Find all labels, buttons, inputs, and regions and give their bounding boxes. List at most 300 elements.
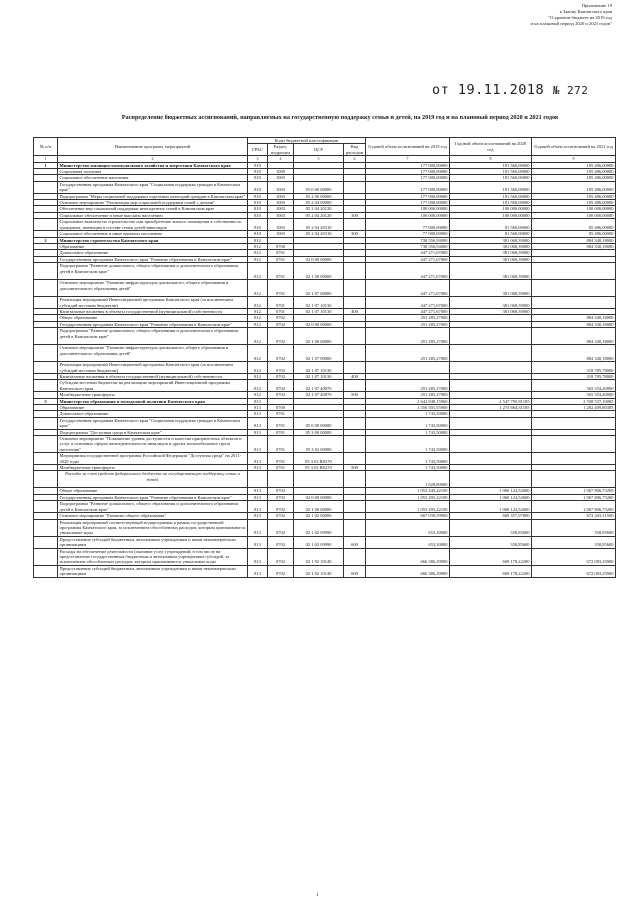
row-name: Социальное обеспечение и иные выплаты населению bbox=[58, 231, 248, 237]
row-grbs: 812 bbox=[248, 263, 268, 280]
row-2020: 381 068,39000 bbox=[450, 308, 532, 314]
row-2019: 1 053 445,22100 bbox=[366, 488, 450, 494]
row-2021: 1 067 806,75200 bbox=[532, 501, 616, 513]
row-vr bbox=[344, 345, 366, 362]
row-2021 bbox=[532, 280, 616, 297]
row-csr: 02 1 07 40070 bbox=[294, 392, 344, 398]
row-vr: 500 bbox=[344, 392, 366, 398]
table-row bbox=[34, 328, 616, 345]
row-name: Общее образование bbox=[58, 315, 248, 321]
row-2019: 738 556,94000 bbox=[366, 237, 450, 243]
header-name: Наименование программ, мероприятий bbox=[58, 138, 248, 156]
row-2019: 1 743,50000 bbox=[366, 465, 450, 471]
row-csr: 05 2 04 20120 bbox=[294, 206, 344, 212]
stamp-date: от 19.11.2018 bbox=[432, 82, 545, 98]
row-2021: 100 000,00000 bbox=[532, 206, 616, 212]
row-2020: 181 560,00000 bbox=[450, 193, 532, 199]
header-vr: Вид расходов bbox=[344, 144, 366, 156]
column-index-cell: 5 bbox=[294, 156, 344, 162]
row-vr: 500 bbox=[344, 465, 366, 471]
row-vr: 300 bbox=[344, 212, 366, 218]
row-number bbox=[34, 297, 58, 309]
row-csr bbox=[294, 471, 344, 488]
row-vr: 400 bbox=[344, 308, 366, 314]
row-section: 0700 bbox=[268, 243, 294, 249]
row-number bbox=[34, 181, 58, 193]
row-name: Дошкольное образование bbox=[58, 250, 248, 256]
row-name: Подпрограмма "Развитие дошкольного, общего образования и дополнительного образования детей в Камчатском крае" bbox=[58, 263, 248, 280]
row-grbs: 810 bbox=[248, 212, 268, 218]
row-2019: 653,30000 bbox=[366, 536, 450, 548]
row-2020: 669 178,22200 bbox=[450, 548, 532, 565]
row-grbs: 813 bbox=[248, 519, 268, 536]
row-2020: 669 357,07800 bbox=[450, 513, 532, 519]
row-2019: 447 271,67000 bbox=[366, 280, 450, 297]
table-row bbox=[34, 297, 616, 309]
row-2019: 77 000,00000 bbox=[366, 219, 450, 231]
table-row bbox=[34, 181, 616, 193]
row-2021 bbox=[532, 436, 616, 453]
row-2021: 318 785,78000 bbox=[532, 362, 616, 374]
row-name: Образование bbox=[58, 243, 248, 249]
row-section: 0701 bbox=[268, 436, 294, 453]
row-2021: 672 443,11500 bbox=[532, 513, 616, 519]
row-2020: 181 560,00000 bbox=[450, 169, 532, 175]
table-row bbox=[34, 453, 616, 465]
row-vr bbox=[344, 501, 366, 513]
table-row bbox=[34, 548, 616, 565]
annex-line: "О краевом бюджете на 2019 год bbox=[548, 15, 612, 20]
table-row bbox=[34, 263, 616, 280]
row-csr: 02 1 07 10130 bbox=[294, 362, 344, 374]
row-section: 0701 bbox=[268, 308, 294, 314]
row-2021: 884 340,18000 bbox=[532, 315, 616, 321]
row-2019: 1 743,50000 bbox=[366, 411, 450, 417]
table-row bbox=[34, 193, 616, 199]
row-2019: 1 743,50000 bbox=[366, 417, 450, 429]
row-2019: 77 000,00000 bbox=[366, 231, 450, 237]
header-codes: Коды бюджетной классификации bbox=[248, 138, 366, 144]
date-stamp bbox=[432, 82, 588, 98]
table-row bbox=[34, 436, 616, 453]
row-vr bbox=[344, 362, 366, 374]
budget-table bbox=[33, 137, 616, 578]
row-2020: 381 068,39000 bbox=[450, 297, 532, 309]
row-2019: 2 642 848,15960 bbox=[366, 398, 450, 404]
row-number bbox=[34, 362, 58, 374]
header-2021: Годовой объем ассигнований на 2021 год bbox=[532, 138, 616, 156]
row-2021: 358,85600 bbox=[532, 519, 616, 536]
row-number: 1 bbox=[34, 162, 58, 168]
row-2020: 181 560,00000 bbox=[450, 181, 532, 193]
row-name: Предоставление субсидий бюджетным, автономным учреждениям и иным некоммерческим организациям bbox=[58, 565, 248, 577]
row-vr: 300 bbox=[344, 231, 366, 237]
row-grbs: 812 bbox=[248, 392, 268, 398]
row-2020: 381 068,39000 bbox=[450, 263, 532, 280]
row-grbs: 810 bbox=[248, 181, 268, 193]
row-2021: 185 486,00000 bbox=[532, 181, 616, 193]
row-2020 bbox=[450, 380, 532, 392]
row-2021: 2 558 537,10085 bbox=[532, 398, 616, 404]
row-section: 0701 bbox=[268, 263, 294, 280]
row-grbs: 812 bbox=[248, 362, 268, 374]
row-name: Мероприятия государственной программы Российской Федерации "Доступная среда" на 2011-2020 годы bbox=[58, 453, 248, 465]
row-name: Подпрограмма "Меры социальной поддержки отдельных категорий граждан в Камчатском крае" bbox=[58, 193, 248, 199]
row-2019: 291 285,27000 bbox=[366, 321, 450, 327]
row-2020 bbox=[450, 453, 532, 465]
row-number bbox=[34, 417, 58, 429]
row-number bbox=[34, 263, 58, 280]
row-2019: 100 000,00000 bbox=[366, 212, 450, 218]
table-row bbox=[34, 345, 616, 362]
row-csr: 05 2 04 20120 bbox=[294, 212, 344, 218]
row-name: Основное мероприятие "Развитие общего образования" bbox=[58, 513, 248, 519]
annex-line: и на плановый период 2020 и 2021 годов" bbox=[530, 21, 612, 26]
row-section: 0701 bbox=[268, 411, 294, 417]
row-name: Министерство строительства Камчатского края bbox=[58, 237, 248, 243]
row-section: 0702 bbox=[268, 373, 294, 379]
row-name: Межбюджетные трансферты bbox=[58, 392, 248, 398]
row-2020: 381 068,39000 bbox=[450, 280, 532, 297]
row-section: 0702 bbox=[268, 501, 294, 513]
row-grbs: 813 bbox=[248, 429, 268, 435]
row-name: Социальная политика bbox=[58, 169, 248, 175]
row-name: Реализация мероприятий соответствующей подпрограммы в рамках государственной программы Камчатского края, за исключением обособленных расходов, которым присваиваются уникальные коды bbox=[58, 519, 248, 536]
row-csr: 02 1 07 10130 bbox=[294, 297, 344, 309]
row-2021: 884 340,18000 bbox=[532, 243, 616, 249]
row-grbs: 813 bbox=[248, 494, 268, 500]
row-csr: 02 0 00 00000 bbox=[294, 321, 344, 327]
row-section: 0701 bbox=[268, 256, 294, 262]
row-vr bbox=[344, 328, 366, 345]
column-index-cell: 3 bbox=[248, 156, 268, 162]
row-2021: 884 340,18000 bbox=[532, 345, 616, 362]
row-2019: 291 285,27000 bbox=[366, 345, 450, 362]
row-2020: 181 560,00000 bbox=[450, 162, 532, 168]
row-grbs: 813 bbox=[248, 436, 268, 453]
table-row bbox=[34, 380, 616, 392]
table-row bbox=[34, 565, 616, 577]
row-2020 bbox=[450, 345, 532, 362]
row-name: Основное мероприятие "Повышение уровня доступности и качества приоритетных объектов и услуг в основных сферах жизнедеятельности инвалидов и других маломобильных групп населения" bbox=[58, 436, 248, 453]
row-2020: 381 068,39000 bbox=[450, 256, 532, 262]
row-grbs: 812 bbox=[248, 321, 268, 327]
row-2021: 85 486,00000 bbox=[532, 219, 616, 231]
row-vr bbox=[344, 519, 366, 536]
row-grbs: 813 bbox=[248, 411, 268, 417]
table-row bbox=[34, 513, 616, 519]
column-index-cell: 2 bbox=[58, 156, 248, 162]
row-2021: 565 554,40000 bbox=[532, 380, 616, 392]
row-csr: 05 3 00 00000 bbox=[294, 429, 344, 435]
row-section: 1003 bbox=[268, 200, 294, 206]
table-row bbox=[34, 536, 616, 548]
row-grbs: 810 bbox=[248, 169, 268, 175]
row-2019: 177 000,00000 bbox=[366, 162, 450, 168]
row-2019: 738 556,94000 bbox=[366, 243, 450, 249]
row-2020: 381 068,39000 bbox=[450, 250, 532, 256]
row-name: Министерство жилищно-коммунального хозяйства и энергетики Камчатского края bbox=[58, 162, 248, 168]
row-section: 1003 bbox=[268, 212, 294, 218]
row-name: Реализация мероприятий Инвестиционной программы Камчатского края (за исключением субсидий местным бюджетам) bbox=[58, 297, 248, 309]
stamp-number: № 272 bbox=[552, 84, 589, 97]
row-2019: 177 000,00000 bbox=[366, 175, 450, 181]
column-index-cell: 4 bbox=[268, 156, 294, 162]
row-2019: 447 271,67000 bbox=[366, 308, 450, 314]
row-2020: 669 178,22200 bbox=[450, 565, 532, 577]
row-section: 0702 bbox=[268, 519, 294, 536]
row-grbs: 813 bbox=[248, 417, 268, 429]
row-2019: 1 743,50000 bbox=[366, 429, 450, 435]
row-2021 bbox=[532, 471, 616, 488]
row-grbs: 810 bbox=[248, 175, 268, 181]
row-csr: 02 1 00 00000 bbox=[294, 263, 344, 280]
row-number bbox=[34, 328, 58, 345]
row-2020 bbox=[450, 362, 532, 374]
row-2020: 181 560,00000 bbox=[450, 200, 532, 206]
row-2021: 358,85600 bbox=[532, 536, 616, 548]
table-row bbox=[34, 519, 616, 536]
row-number bbox=[34, 219, 58, 231]
row-2021: 884 340,18000 bbox=[532, 328, 616, 345]
row-2020 bbox=[450, 417, 532, 429]
row-csr: 02 1 07 40070 bbox=[294, 380, 344, 392]
row-number: 3 bbox=[34, 398, 58, 404]
row-section: 0702 bbox=[268, 328, 294, 345]
row-2020: 1 060 124,52600 bbox=[450, 488, 532, 494]
row-2019: 177 000,00000 bbox=[366, 200, 450, 206]
row-number bbox=[34, 548, 58, 565]
row-2019: 177 000,00000 bbox=[366, 169, 450, 175]
row-section: 0702 bbox=[268, 548, 294, 565]
row-name: Основное мероприятие "Развитие инфраструктуры дошкольного, общего образования и дополнительного образования детей" bbox=[58, 345, 248, 362]
row-name: Обеспечение мер социальной поддержки многодетных семей в Камчатском крае bbox=[58, 206, 248, 212]
row-2020 bbox=[450, 436, 532, 453]
annex-line: к Закону Камчатского края bbox=[559, 9, 612, 14]
row-2020: 1 060 124,52600 bbox=[450, 494, 532, 500]
row-name: Межбюджетные трансферты bbox=[58, 465, 248, 471]
table-row bbox=[34, 206, 616, 212]
row-section: 0702 bbox=[268, 536, 294, 548]
row-section: 1003 bbox=[268, 219, 294, 231]
row-section: 0701 bbox=[268, 280, 294, 297]
row-vr bbox=[344, 453, 366, 465]
row-grbs: 812 bbox=[248, 280, 268, 297]
header-section: Раздел, подраздел bbox=[268, 144, 294, 156]
row-2021: 318 785,78000 bbox=[532, 373, 616, 379]
table-row bbox=[34, 200, 616, 206]
row-section: 1000 bbox=[268, 169, 294, 175]
row-grbs: 812 bbox=[248, 373, 268, 379]
row-section: 1003 bbox=[268, 206, 294, 212]
row-vr: 600 bbox=[344, 565, 366, 577]
row-vr bbox=[344, 471, 366, 488]
page-number: 1 bbox=[316, 893, 319, 898]
row-number bbox=[34, 380, 58, 392]
row-name: Общее образование bbox=[58, 488, 248, 494]
row-section bbox=[268, 471, 294, 488]
row-number bbox=[34, 519, 58, 536]
row-2019: 1 053 295,22100 bbox=[366, 501, 450, 513]
row-grbs: 810 bbox=[248, 206, 268, 212]
row-name: Подпрограмма "Доступная среда в Камчатском крае" bbox=[58, 429, 248, 435]
row-2021: 185 486,00000 bbox=[532, 162, 616, 168]
row-number: 2 bbox=[34, 237, 58, 243]
row-csr: 05 3 02 R0270 bbox=[294, 453, 344, 465]
row-csr: 05 2 04 00000 bbox=[294, 200, 344, 206]
row-name: Социальные выплаты на строительство или приобретение жилого помещения в собственность гражданам, имеющим в составе семьи детей-инвалидов bbox=[58, 219, 248, 231]
row-csr: 05 0 00 00000 bbox=[294, 417, 344, 429]
row-name: Государственная программа Камчатского края "Социальная поддержка граждан в Камчатском крае" bbox=[58, 181, 248, 193]
header-grbs: ГРБС bbox=[248, 144, 268, 156]
row-2020: 358,85600 bbox=[450, 519, 532, 536]
row-2020: 81 560,00000 bbox=[450, 219, 532, 231]
row-vr bbox=[344, 417, 366, 429]
row-name: Социальные обеспечение и иные выплаты населению bbox=[58, 212, 248, 218]
row-name: Расходы за счет средств федерального бюджета на государственную поддержку семьи и детей bbox=[58, 471, 248, 488]
row-grbs bbox=[248, 471, 268, 488]
row-vr: 600 bbox=[344, 536, 366, 548]
row-csr: 02 0 00 00000 bbox=[294, 494, 344, 500]
row-vr bbox=[344, 297, 366, 309]
row-2019: 1 743,50000 bbox=[366, 436, 450, 453]
row-section: 0702 bbox=[268, 345, 294, 362]
row-grbs: 812 bbox=[248, 250, 268, 256]
row-grbs: 813 bbox=[248, 513, 268, 519]
row-name: Капитальные вложения в объекты государственной (муниципальной) собственности bbox=[58, 308, 248, 314]
column-index-cell: 9 bbox=[532, 156, 616, 162]
row-section: 0702 bbox=[268, 513, 294, 519]
row-vr bbox=[344, 548, 366, 565]
row-csr: 05 2 04 20310 bbox=[294, 231, 344, 237]
row-csr: 05 3 02 00000 bbox=[294, 436, 344, 453]
row-2019 bbox=[366, 362, 450, 374]
table-row bbox=[34, 501, 616, 513]
row-number bbox=[34, 436, 58, 453]
row-2021: 185 486,00000 bbox=[532, 175, 616, 181]
row-2019: 100 000,00000 bbox=[366, 206, 450, 212]
row-2019: 1 628,80000 bbox=[366, 471, 450, 488]
row-csr: 02 1 02 09990 bbox=[294, 536, 344, 548]
row-name: Реализация мероприятий Инвестиционной программы Камчатского края (за исключением субсидий местным бюджетам) bbox=[58, 362, 248, 374]
table-row bbox=[34, 212, 616, 218]
row-name: Министерство образования и молодежной политики Камчатского края bbox=[58, 398, 248, 404]
annex-note bbox=[462, 3, 612, 27]
row-grbs: 813 bbox=[248, 465, 268, 471]
row-grbs: 813 bbox=[248, 501, 268, 513]
row-2021 bbox=[532, 453, 616, 465]
row-section: 1003 bbox=[268, 181, 294, 193]
row-2020: 100 000,00000 bbox=[450, 212, 532, 218]
row-section: 0702 bbox=[268, 315, 294, 321]
row-2020: 381 068,39000 bbox=[450, 243, 532, 249]
row-2021: 1 067 806,75200 bbox=[532, 488, 616, 494]
row-csr: 05 2 04 20310 bbox=[294, 219, 344, 231]
row-section: 0702 bbox=[268, 392, 294, 398]
row-2019: 177 000,00000 bbox=[366, 193, 450, 199]
row-name: Образование bbox=[58, 405, 248, 411]
row-2020: 181 560,00000 bbox=[450, 175, 532, 181]
row-name: Предоставление субсидий бюджетным, автономным учреждениям и иным некоммерческим организациям bbox=[58, 536, 248, 548]
row-grbs: 810 bbox=[248, 193, 268, 199]
row-2021: 185 486,00000 bbox=[532, 169, 616, 175]
row-grbs: 812 bbox=[248, 315, 268, 321]
row-2019: 1 743,50000 bbox=[366, 453, 450, 465]
row-2019: 447 271,67000 bbox=[366, 297, 450, 309]
row-grbs: 813 bbox=[248, 453, 268, 465]
row-vr bbox=[344, 181, 366, 193]
row-name: Дошкольное образование bbox=[58, 411, 248, 417]
row-vr bbox=[344, 380, 366, 392]
header-csr: ЦСР bbox=[294, 144, 344, 156]
row-section: 0702 bbox=[268, 362, 294, 374]
row-2019: 653,30000 bbox=[366, 519, 450, 536]
row-name: Государственная программа Камчатского края "Развитие образования в Камчатском крае" bbox=[58, 321, 248, 327]
row-section: 0701 bbox=[268, 250, 294, 256]
row-name: Социальное обеспечение населения bbox=[58, 175, 248, 181]
row-section: 0701 bbox=[268, 297, 294, 309]
row-grbs: 812 bbox=[248, 297, 268, 309]
row-section: 1003 bbox=[268, 231, 294, 237]
row-number bbox=[34, 471, 58, 488]
document-title: Распределение бюджетных ассигнований, направляемых на государственную поддержку семьи и детей, на 2019 год и на плановый период 2020 и 2021 годов bbox=[121, 114, 559, 121]
row-grbs: 813 bbox=[248, 488, 268, 494]
row-csr: 02 1 02 00000 bbox=[294, 513, 344, 519]
row-grbs: 813 bbox=[248, 548, 268, 565]
column-index-cell: 1 bbox=[34, 156, 58, 162]
row-2021: 185 486,00000 bbox=[532, 193, 616, 199]
row-vr bbox=[344, 436, 366, 453]
row-2021: 565 554,40000 bbox=[532, 392, 616, 398]
row-vr bbox=[344, 219, 366, 231]
row-csr: 02 1 00 00000 bbox=[294, 501, 344, 513]
row-section: 0702 bbox=[268, 565, 294, 577]
table-row bbox=[34, 362, 616, 374]
row-grbs: 812 bbox=[248, 256, 268, 262]
row-name: Подпрограмма "Развитие дошкольного, общего образования и дополнительного образования детей в Камчатском крае" bbox=[58, 501, 248, 513]
row-name: Расходы на обеспечение деятельности (оказание услуг) учреждений, в том числе на предоставление государственным бюджетным и автономным учреждениям субсидий, за исключением обособленных расходов, которым присваиваются уникальные коды bbox=[58, 548, 248, 565]
table-row bbox=[34, 308, 616, 314]
row-2021: 1 282 409,80385 bbox=[532, 405, 616, 411]
row-section: 0701 bbox=[268, 417, 294, 429]
row-number bbox=[34, 536, 58, 548]
row-section: 1003 bbox=[268, 193, 294, 199]
row-csr: 02 0 00 00000 bbox=[294, 256, 344, 262]
row-number bbox=[34, 345, 58, 362]
row-grbs: 813 bbox=[248, 565, 268, 577]
column-index-cell: 6 bbox=[344, 156, 366, 162]
row-csr: 02 1 07 00000 bbox=[294, 345, 344, 362]
header-2020: Годовой объем ассигнований на 2020 год bbox=[450, 138, 532, 156]
row-2021 bbox=[532, 263, 616, 280]
row-name: Основное мероприятие "Развитие инфраструктуры дошкольного, общего образования и дополнительного образования детей" bbox=[58, 280, 248, 297]
row-grbs: 812 bbox=[248, 243, 268, 249]
row-csr: 02 1 02 10140 bbox=[294, 548, 344, 565]
row-2020 bbox=[450, 471, 532, 488]
row-2019: 291 285,27000 bbox=[366, 328, 450, 345]
row-grbs: 813 bbox=[248, 405, 268, 411]
row-2021: 1 067 806,75200 bbox=[532, 494, 616, 500]
row-2019: 177 000,00000 bbox=[366, 181, 450, 193]
row-2019: 291 285,27000 bbox=[366, 315, 450, 321]
row-section: 0701 bbox=[268, 453, 294, 465]
row-grbs: 812 bbox=[248, 237, 268, 243]
row-vr bbox=[344, 280, 366, 297]
row-2020: 381 068,39000 bbox=[450, 237, 532, 243]
column-index-cell: 8 bbox=[450, 156, 532, 162]
row-2020: 1 060 124,52600 bbox=[450, 501, 532, 513]
row-csr: 02 1 07 10130 bbox=[294, 308, 344, 314]
